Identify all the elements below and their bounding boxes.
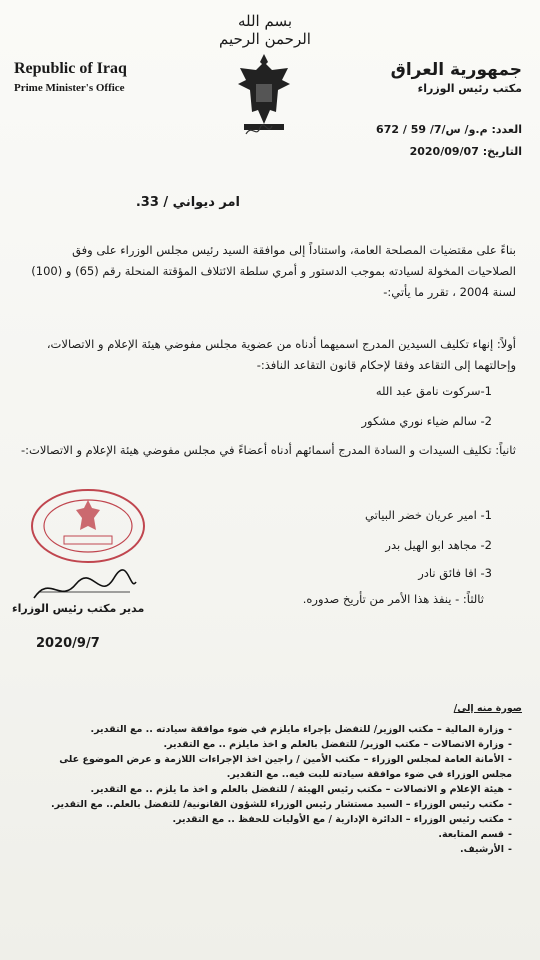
official-seal-icon [28, 486, 148, 566]
order-title: امر ديواني / 33. [135, 195, 240, 210]
list-item: 1-سركوت نامق عبد الله [375, 384, 492, 398]
cc-list [32, 722, 512, 857]
list-item: 3- افا فائق نادر [418, 566, 492, 580]
english-office-name: Prime Minister's Office [14, 82, 125, 94]
third-clause: ثالثاً: - ينفذ هذا الأمر من تأريخ صدوره. [302, 592, 484, 606]
first-clause: أولاً: إنهاء تكليف السيدين المدرج اسميهما أدناه من عضوية مجلس مفوضي هيئة الإعلام و الاتصالات، وإحالتهما إلى التقاعد وفقا لإحكام قانون التقاعد النافذ:- [46, 337, 516, 372]
list-item: 2- سالم ضياء نوري مشكور [361, 414, 492, 428]
cc-item: -هيئة الإعلام و الاتصالات – مكتب رئيس الهيئة / للتفضل بالعلم و اخذ ما يلزم .. مع التقدير. [90, 784, 512, 795]
signature-date: 2020/9/7 [36, 636, 100, 651]
basmala: بسم الله الرحمن الرحيم [219, 12, 311, 48]
list-item: 2- مجاهد ابو الهيل بدر [385, 538, 492, 552]
cc-item: -الأرشيف. [460, 844, 512, 855]
cc-item: -قسم المتابعة. [438, 829, 512, 840]
reference-number: العدد: م.و/ س/7/ 59 / 672 [376, 123, 522, 136]
cc-item: -وزارة المالية – مكتب الوزير/ للتفضل بإجراء مايلزم في ضوء موافقة سيادته .. مع التقدير. [90, 724, 512, 735]
cc-item: -الأمانة العامة لمجلس الوزراء – مكتب الأمين / راجين اخذ الإجراءات اللازمة و عرض الموضوع على مجلس الوزراء في ضوء موافقة سيادته للبت فيه.. مع التقدير. [59, 754, 512, 780]
arabic-office-name: مكتب رئيس الوزراء [417, 82, 522, 95]
intro-paragraph: بناءً على مقتضيات المصلحة العامة، واستناداً إلى موافقة السيد رئيس مجلس الوزراء على وفق الصلاحيات المخولة لسيادته بموجب الدستور و أمري سلطة الائتلاف المؤقتة المنحلة رقم (65) و (100) لسنة 2004 ، تقرر ما يأتي:- [31, 243, 516, 299]
second-clause: ثانياً: تكليف السيدات و السادة المدرج أسمائهم أدناه أعضاءً في مجلس مفوضي هيئة الإعلام و الاتصالات:- [20, 443, 516, 457]
cc-item: -مكتب رئيس الوزراء – السيد مستشار رئيس الوزراء للشؤون القانونية/ للتفضل بالعلم.. مع التقدير. [50, 799, 512, 810]
arabic-country-name: جمهورية العراق [390, 60, 522, 80]
signatory-title: مدير مكتب رئيس الوزراء [12, 602, 145, 615]
cc-heading: صورة منه إلى/ [453, 703, 522, 714]
document-date: التاريخ: 2020/09/07 [409, 145, 522, 158]
cc-item: -وزارة الاتصالات – مكتب الوزير/ للتفضل بالعلم و اخذ مايلزم .. مع التقدير. [163, 739, 512, 750]
initials-signature-icon [244, 120, 274, 140]
list-item: 1- امير عريان خضر البياتي [365, 508, 492, 522]
cc-item: -مكتب رئيس الوزراء – الدائرة الإدارية / مع الأوليات للحفظ .. مع التقدير. [172, 814, 512, 825]
english-country-name: Republic of Iraq [14, 60, 127, 77]
